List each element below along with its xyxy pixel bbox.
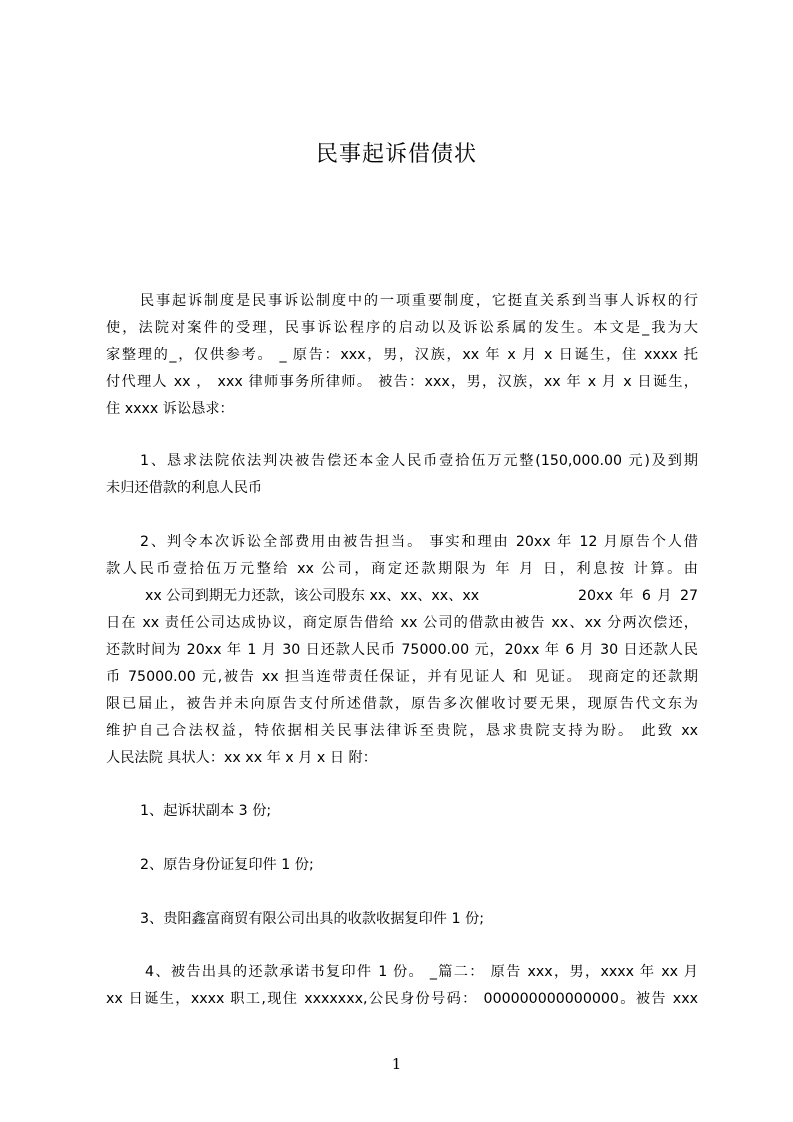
paragraph-line: xx 日诞生，xxxx 职工,现住 xxxxxxx,公民身份号码： 000000000000000。被告 xxx — [106, 991, 698, 1007]
paragraph-line: 维护自己合法权益，特依据相关民事法律诉至贵院，恳求贵院支持为盼。 此致 xx — [106, 723, 698, 739]
paragraph-line: 家整理的_，仅供参考。 _ 原告：xxx，男，汉族，xx 年 x 月 x 日诞生，住 xxxx 托 — [106, 347, 698, 363]
paragraph-line: 币 75000.00 元,被告 xx 担当连带责任保证，并有见证人 和 见证。 现商定的还款期 — [106, 669, 698, 685]
attachment-item: 3、贵阳鑫富商贸有限公司出具的收款收据复印件 1 份; — [140, 911, 484, 927]
paragraph-line: 日在 xx 责任公司达成协议，商定原告借给 xx 公司的借款由被告 xx、xx 分两次偿还， — [106, 615, 698, 631]
paragraph-line: 限已届止，被告并未向原告支付所述借款，原告多次催收讨要无果，现原告代文东为 — [106, 696, 698, 712]
paragraph-line: 付代理人 xx ， xxx 律师事务所律师。 被告：xxx，男，汉族，xx 年 x 月 x 日诞生， — [106, 374, 698, 390]
paragraph-line: 未归还借款的利息人民币 — [106, 480, 263, 496]
paragraph-line: 还款时间为 20xx 年 1 月 30 日还款人民币 75000.00 元，20xx 年 6 月 30 日还款人民 — [106, 642, 698, 658]
paragraph-line: 2、判令本次诉讼全部费用由被告担当。 事实和理由 20xx 年 12 月原告个人借 — [140, 534, 698, 550]
paragraph-line: 4、被告出具的还款承诺书复印件 1 份。 _篇二： 原告 xxx，男，xxxx 年 xx 月 — [145, 964, 698, 980]
paragraph-line: 住 xxxx 诉讼恳求： — [106, 401, 234, 417]
paragraph-line: 使，法院对案件的受理，民事诉讼程序的启动以及诉讼系属的发生。本文是_我为大 — [106, 320, 698, 336]
paragraph-line: 20xx 年 6 月 27 — [578, 588, 698, 604]
paragraph-line: 民事起诉制度是民事诉讼制度中的一项重要制度，它挺直关系到当事人诉权的行 — [140, 293, 698, 309]
paragraph-line: xx 公司到期无力还款，该公司股东 xx、xx、xx、xx — [145, 588, 480, 604]
page-number: 1 — [391, 1055, 402, 1073]
paragraph-line: 1、恳求法院依法判决被告偿还本金人民币壹拾伍万元整(150,000.00 元)及到期 — [140, 453, 698, 469]
paragraph-line: 款人民币壹拾伍万元整给 xx 公司，商定还款期限为 年 月 日，利息按 计算。由 — [106, 561, 698, 577]
paragraph-line: 人民法院 具状人：xx xx 年 x 月 x 日 附： — [106, 750, 377, 766]
document-title: 民事起诉借债状 — [315, 142, 477, 167]
attachment-item: 1、起诉状副本 3 份; — [140, 803, 272, 819]
attachment-item: 2、原告身份证复印件 1 份; — [140, 857, 314, 873]
